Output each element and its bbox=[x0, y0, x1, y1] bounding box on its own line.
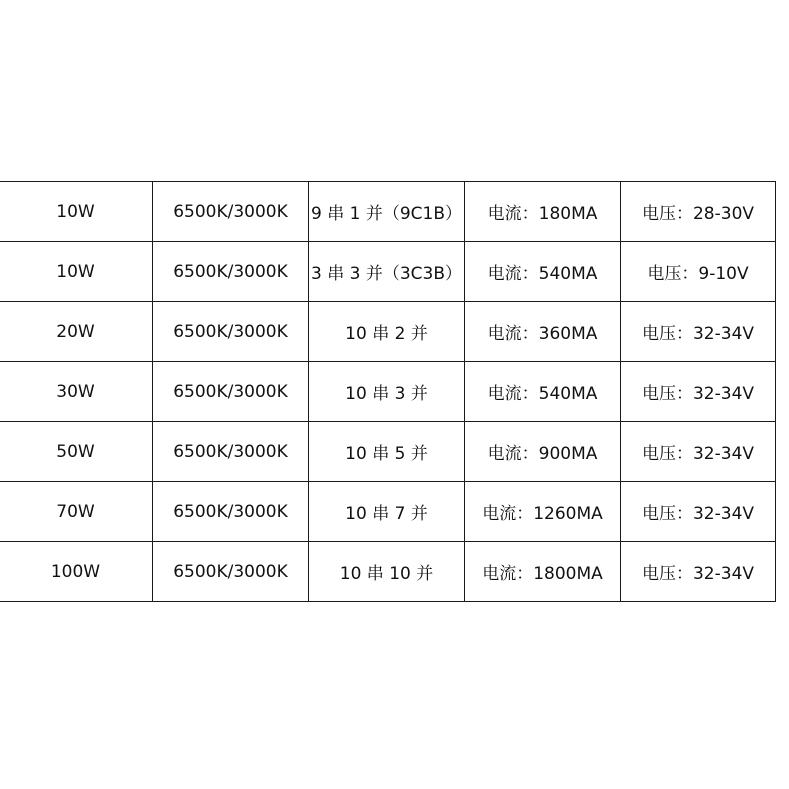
voltage-cell: 电压：32-34V bbox=[621, 482, 776, 542]
current-cell: 电流：1800MA bbox=[465, 542, 621, 602]
table-row bbox=[0, 182, 776, 242]
power-cell: 10W bbox=[0, 242, 153, 302]
color-temp-cell: 6500K/3000K bbox=[153, 482, 309, 542]
color-temp-cell: 6500K/3000K bbox=[153, 362, 309, 422]
color-temp-cell: 6500K/3000K bbox=[153, 242, 309, 302]
power-cell: 20W bbox=[0, 302, 153, 362]
current-cell: 电流：180MA bbox=[465, 182, 621, 242]
color-temp-cell: 6500K/3000K bbox=[153, 182, 309, 242]
current-cell: 电流：1260MA bbox=[465, 482, 621, 542]
table-row bbox=[0, 302, 776, 362]
voltage-cell: 电压：32-34V bbox=[621, 542, 776, 602]
configuration-cell: 9 串 1 并（9C1B） bbox=[309, 182, 465, 242]
spec-table bbox=[0, 181, 776, 602]
configuration-cell: 10 串 2 并 bbox=[309, 302, 465, 362]
color-temp-cell: 6500K/3000K bbox=[153, 542, 309, 602]
table-row bbox=[0, 362, 776, 422]
color-temp-cell: 6500K/3000K bbox=[153, 302, 309, 362]
power-cell: 70W bbox=[0, 482, 153, 542]
power-cell: 50W bbox=[0, 422, 153, 482]
current-cell: 电流：900MA bbox=[465, 422, 621, 482]
table-row bbox=[0, 422, 776, 482]
current-cell: 电流：540MA bbox=[465, 362, 621, 422]
current-cell: 电流：360MA bbox=[465, 302, 621, 362]
voltage-cell: 电压：32-34V bbox=[621, 302, 776, 362]
power-cell: 30W bbox=[0, 362, 153, 422]
voltage-cell: 电压：32-34V bbox=[621, 362, 776, 422]
table-row bbox=[0, 542, 776, 602]
current-cell: 电流：540MA bbox=[465, 242, 621, 302]
configuration-cell: 3 串 3 并（3C3B） bbox=[309, 242, 465, 302]
voltage-cell: 电压：32-34V bbox=[621, 422, 776, 482]
voltage-cell: 电压：28-30V bbox=[621, 182, 776, 242]
configuration-cell: 10 串 3 并 bbox=[309, 362, 465, 422]
power-cell: 10W bbox=[0, 182, 153, 242]
table-row bbox=[0, 482, 776, 542]
power-cell: 100W bbox=[0, 542, 153, 602]
voltage-cell: 电压：9-10V bbox=[621, 242, 776, 302]
color-temp-cell: 6500K/3000K bbox=[153, 422, 309, 482]
configuration-cell: 10 串 7 并 bbox=[309, 482, 465, 542]
configuration-cell: 10 串 5 并 bbox=[309, 422, 465, 482]
configuration-cell: 10 串 10 并 bbox=[309, 542, 465, 602]
table-row bbox=[0, 242, 776, 302]
